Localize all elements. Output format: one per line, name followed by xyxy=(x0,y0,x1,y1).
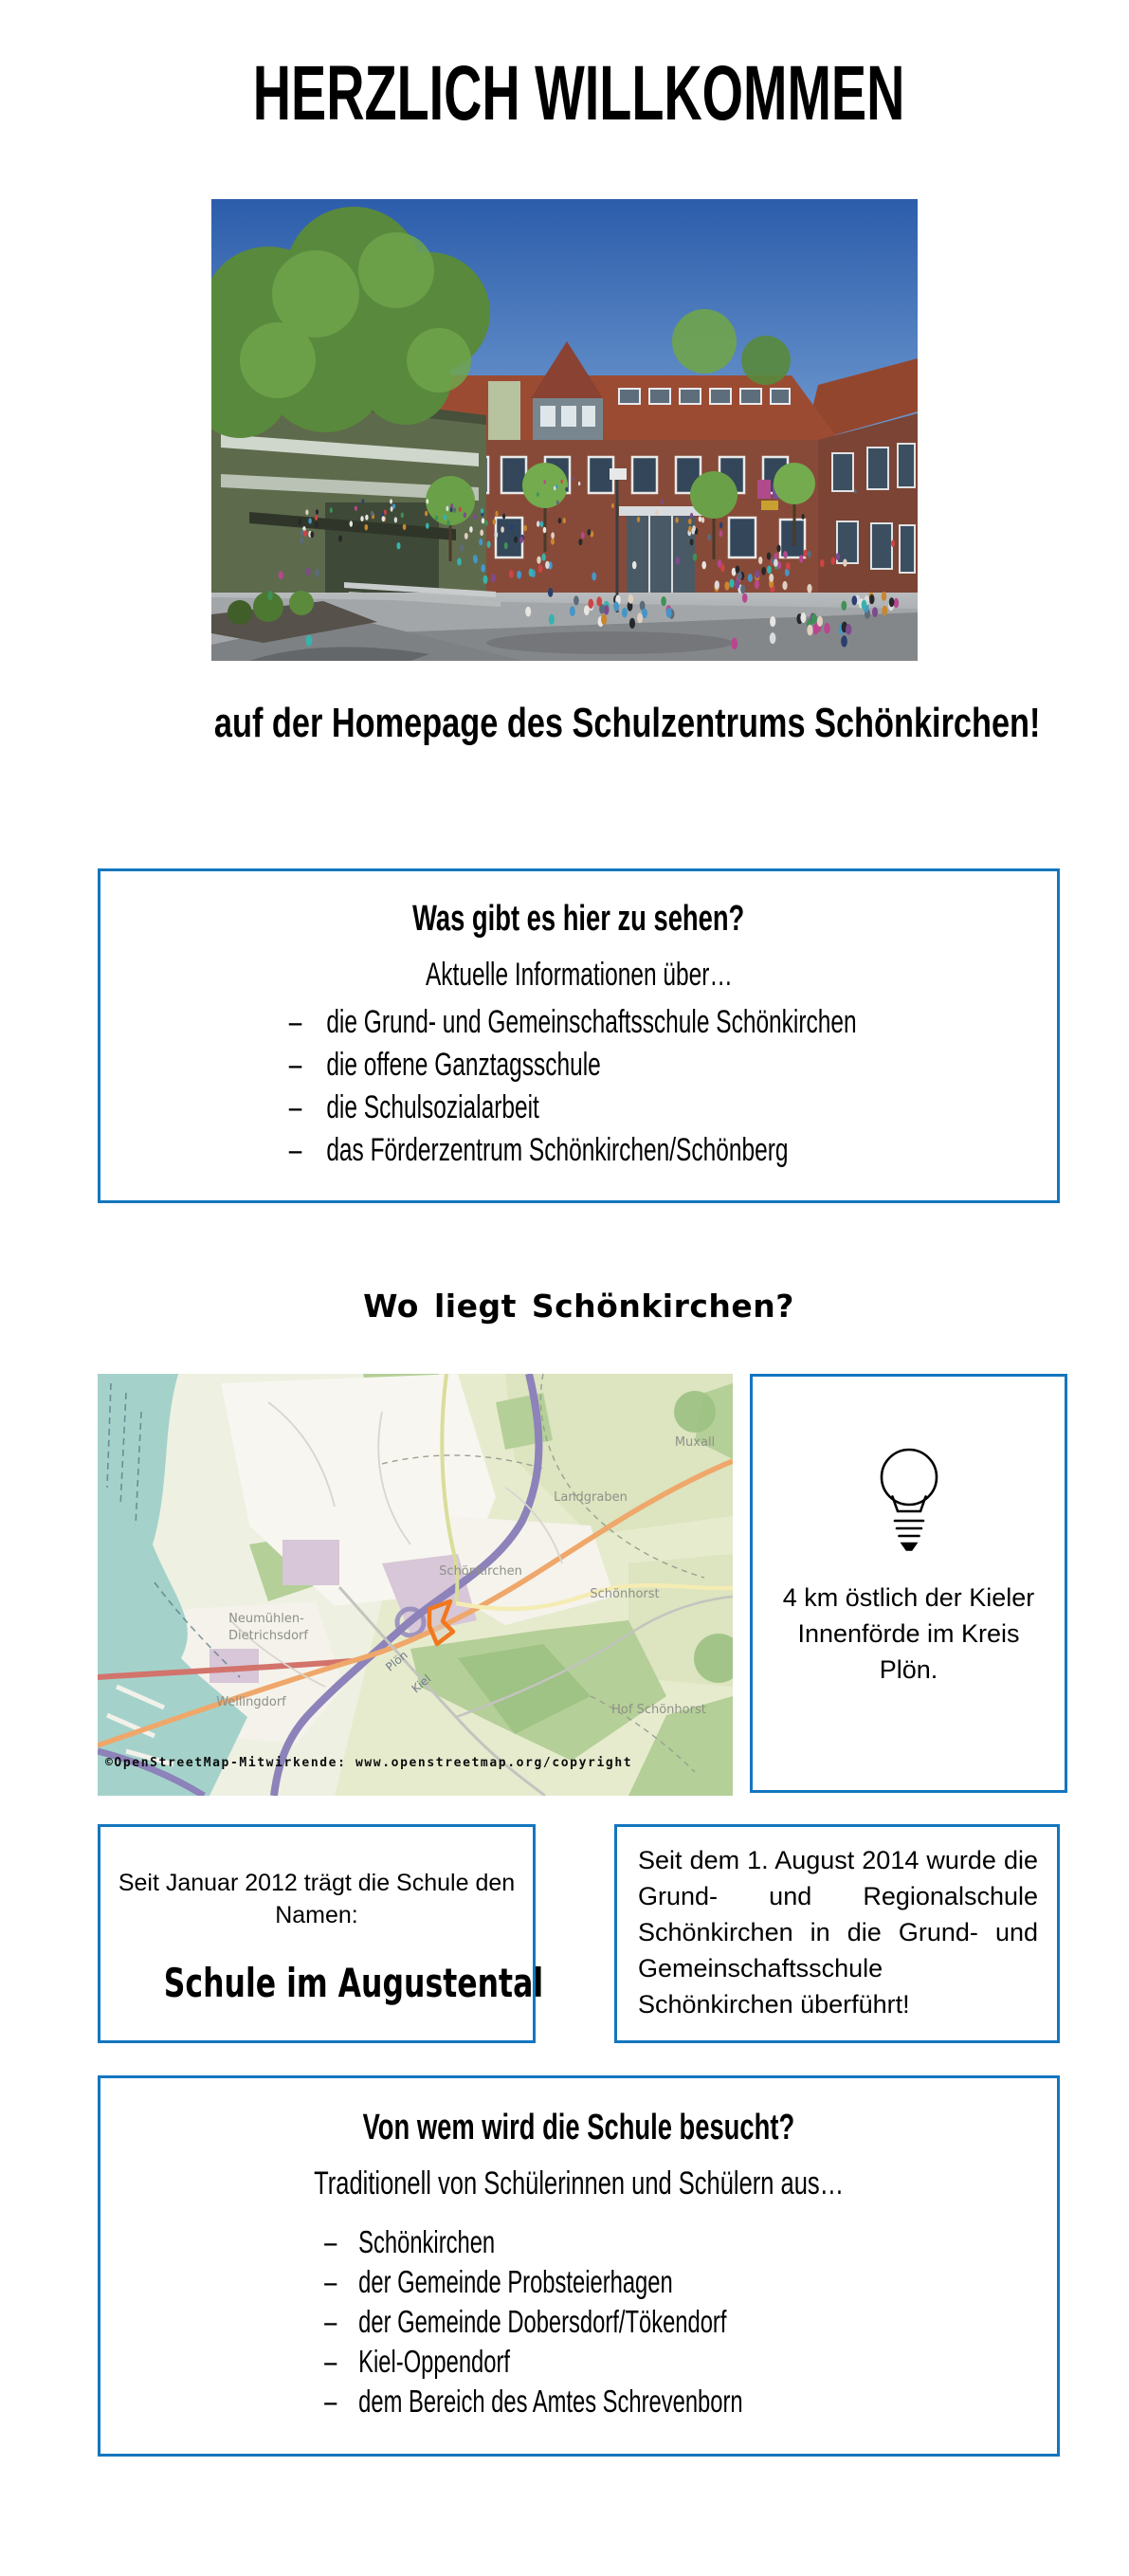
map-road-label: Kiel xyxy=(409,1672,434,1696)
fact-text: 4 km östlich der Kieler Innenförde im Kreis Plön. xyxy=(782,1582,1035,1684)
visitors-box xyxy=(98,2075,1060,2457)
page-title: HERZLICH WILLKOMMEN xyxy=(252,50,905,137)
list-item: – die offene Ganztagsschule xyxy=(289,1044,1010,1087)
lightbulb-icon xyxy=(866,1441,952,1555)
info-box-title: Was gibt es hier zu sehen? xyxy=(412,898,745,939)
page xyxy=(98,49,1060,2457)
school-name: Schule im Augustental xyxy=(163,1959,544,2006)
info-list xyxy=(100,1001,1129,1172)
school-courtyard-photo-art xyxy=(211,199,918,661)
map-label: Hof Schönhorst xyxy=(611,1702,706,1717)
list-item: – der Gemeinde Probsteierhagen xyxy=(324,2262,1129,2302)
map-label: Schönhorst xyxy=(590,1586,660,1601)
map-label: Dietrichsdorf xyxy=(228,1628,308,1643)
page-subtitle: auf der Homepage des Schulzentrums Schönkirchen! xyxy=(213,700,1041,747)
map-label: Muxall xyxy=(674,1434,716,1450)
history-text: Seit dem 1. August 2014 wurde die Grund- und Regionalschule Schönkirchen in die Grund- und Gemeinschaftsschule Schönkirchen überführt! xyxy=(638,1845,1038,2019)
school-name-intro: Seit Januar 2012 trägt die Schule den Namen: xyxy=(118,1869,516,1928)
location-heading: Wo liegt Schönkirchen? xyxy=(363,1288,794,1325)
map-road-label: Plön xyxy=(383,1648,410,1674)
list-item: – der Gemeinde Dobersdorf/Tökendorf xyxy=(324,2302,1129,2342)
visitors-list xyxy=(100,2222,1129,2421)
map-attribution: ©OpenStreetMap-Mitwirkende: www.openstreetmap.org/copyright xyxy=(105,1755,633,1770)
list-item: – dem Bereich des Amtes Schrevenborn xyxy=(324,2382,1129,2421)
list-item: – die Grund- und Gemeinschaftsschule Schönkirchen xyxy=(289,1001,1010,1044)
school-courtyard-photo xyxy=(211,199,918,661)
visitors-box-intro: Traditionell von Schülerinnen und Schülern aus… xyxy=(314,2165,844,2202)
map-label: Wellingdorf xyxy=(216,1694,286,1709)
list-item: – das Förderzentrum Schönkirchen/Schönberg xyxy=(289,1129,1010,1172)
fact-box xyxy=(750,1374,1067,1793)
map-label: Neumühlen- xyxy=(228,1611,304,1626)
history-box xyxy=(614,1824,1060,2043)
map-label: Landgraben xyxy=(554,1489,628,1505)
visitors-box-title: Von wem wird die Schule besucht? xyxy=(362,2107,795,2147)
list-item: – Kiel-Oppendorf xyxy=(324,2342,1129,2382)
openstreetmap-image xyxy=(98,1374,733,1796)
info-box-intro: Aktuelle Informationen über… xyxy=(425,957,733,994)
list-item: – Schönkirchen xyxy=(324,2222,1129,2262)
school-name-box xyxy=(98,1824,544,2043)
info-box xyxy=(98,868,1060,1204)
map-label: Schönkirchen xyxy=(439,1563,522,1579)
list-item: – die Schulsozialarbeit xyxy=(289,1087,1010,1129)
